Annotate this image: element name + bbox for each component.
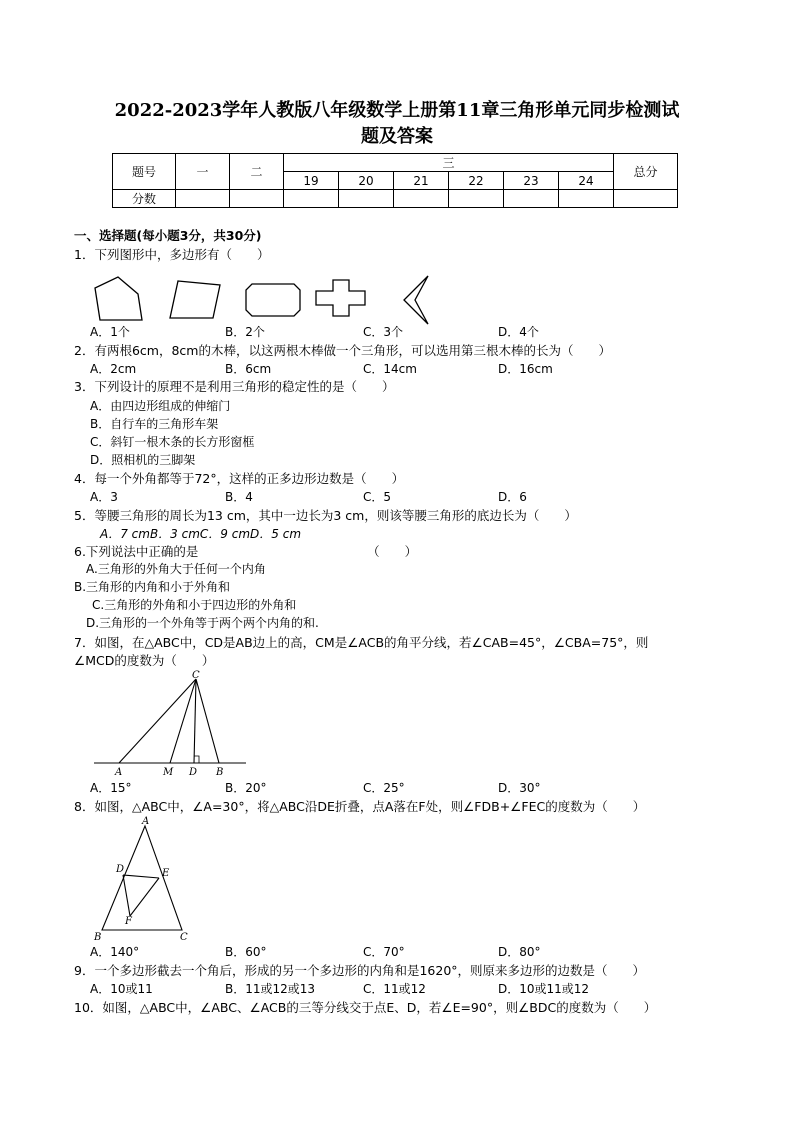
score-cell	[559, 190, 614, 208]
q6-option[interactable]: C.三角形的外角和小于四边形的外角和	[92, 598, 297, 612]
q2-option[interactable]: C．14cm	[363, 362, 417, 376]
score-cell	[176, 190, 230, 208]
section-heading: 一、选择题(每小题3分，共30分)	[74, 228, 262, 243]
score-cell	[230, 190, 284, 208]
score-cell	[614, 190, 678, 208]
question-9: 9．一个多边形截去一个角后，形成的另一个多边形的内角和是1620°，则原来多边形的边数是（ ）	[74, 963, 646, 978]
q2-option[interactable]: A．2cm	[90, 362, 137, 376]
question-5: 5．等腰三角形的周长为13 cm，其中一边长为3 cm，则该等腰三角形的底边长为（ ）	[74, 508, 577, 523]
q3-option[interactable]: B．自行车的三角形车架	[90, 417, 219, 431]
score-cell	[284, 190, 339, 208]
question-7-line2: ∠MCD的度数为（ ）	[74, 653, 215, 668]
q1-arrowhead-shape	[404, 276, 428, 324]
q8-option[interactable]: C．70°	[363, 945, 405, 959]
q6-option[interactable]: A.三角形的外角大于任何一个内角	[86, 562, 266, 576]
q4-option[interactable]: C．5	[363, 490, 392, 504]
q3-option[interactable]: D．照相机的三脚架	[90, 453, 196, 467]
score-table-col-three: 三	[284, 154, 614, 172]
question-1: 1．下列图形中，多边形有（ ）	[74, 247, 270, 262]
q3-option[interactable]: A．由四边形组成的伸缩门	[90, 399, 231, 413]
q9-option[interactable]: A．10或11	[90, 982, 153, 996]
q4-option[interactable]: D．6	[498, 490, 527, 504]
score-cell	[504, 190, 559, 208]
score-table-sub: 22	[449, 172, 504, 190]
question-2: 2．有两根6cm，8cm的木棒，以这两根木棒做一个三角形，可以选用第三根木棒的长为（ ）	[74, 343, 611, 358]
q6-option[interactable]: D.三角形的一个外角等于两个两个内角的和.	[86, 616, 319, 630]
q5-options[interactable]: A．7 cmB．3 cmC．9 cmD．5 cm	[100, 527, 302, 541]
q8-label-b: B	[94, 932, 102, 943]
score-table-sub: 19	[284, 172, 339, 190]
exam-title-line2: 题及答案	[361, 126, 433, 147]
question-10: 10．如图，△ABC中，∠ABC、∠ACB的三等分线交于点E、D，若∠E=90°，则∠BDC的度数为（ ）	[74, 1000, 657, 1015]
q8-fold-triangle-figure	[88, 814, 208, 944]
q1-open-pentagon-shape	[95, 277, 142, 320]
q9-option[interactable]: C．11或12	[363, 982, 426, 996]
q1-option[interactable]: A．1个	[90, 325, 130, 339]
q9-option[interactable]: D．10或11或12	[498, 982, 590, 996]
q7-option[interactable]: D．30°	[498, 781, 541, 795]
score-table-sub: 21	[394, 172, 449, 190]
q8-label-e: E	[162, 868, 170, 879]
question-8: 8．如图，△ABC中，∠A=30°，将△ABC沿DE折叠，点A落在F处，则∠FDB+∠FEC的度数为（ ）	[74, 799, 646, 814]
question-6: 6.下列说法中正确的是 （ ）	[74, 544, 418, 559]
score-table-header-label: 题号	[113, 154, 176, 190]
score-cell	[449, 190, 504, 208]
question-4: 4．每一个外角都等于72°，这样的正多边形边数是（ ）	[74, 471, 405, 486]
q2-option[interactable]: D．16cm	[498, 362, 553, 376]
q4-option[interactable]: B．4	[225, 490, 253, 504]
q1-option[interactable]: C．3个	[363, 325, 404, 339]
q8-label-d: D	[116, 864, 125, 875]
q4-option[interactable]: A．3	[90, 490, 118, 504]
exam-title-line1: 2022-2023学年人教版八年级数学上册第11章三角形单元同步检测试	[114, 100, 680, 121]
q7-label-m: M	[163, 767, 174, 778]
q7-label-c: C	[192, 670, 200, 681]
score-cell	[339, 190, 394, 208]
score-table-col-one: 一	[176, 154, 230, 190]
q9-option[interactable]: B．11或12或13	[225, 982, 316, 996]
q7-option[interactable]: B．20°	[225, 781, 267, 795]
q7-label-d: D	[189, 767, 198, 778]
q1-shapes-figure	[0, 268, 794, 328]
question-7-line1: 7．如图，在△ABC中，CD是AB边上的高，CM是∠ACB的角平分线，若∠CAB=45°，∠CBA=75°，则	[74, 635, 649, 650]
q6-option[interactable]: B.三角形的内角和小于外角和	[74, 580, 231, 594]
q1-octagon-shape	[246, 284, 300, 316]
q2-option[interactable]: B．6cm	[225, 362, 272, 376]
q8-label-c: C	[180, 932, 188, 943]
question-3: 3．下列设计的原理不是利用三角形的稳定性的是（ ）	[74, 379, 395, 394]
score-cell	[394, 190, 449, 208]
score-table	[112, 153, 678, 208]
q7-label-b: B	[216, 767, 224, 778]
score-table-row-label: 分数	[113, 190, 176, 208]
q3-option[interactable]: C．斜钉一根木条的长方形窗框	[90, 435, 255, 449]
q1-quadrilateral-shape	[170, 281, 220, 318]
q8-option[interactable]: B．60°	[225, 945, 267, 959]
q1-cross-shape	[316, 280, 365, 316]
score-table-sub: 23	[504, 172, 559, 190]
q7-option[interactable]: C．25°	[363, 781, 405, 795]
q1-option[interactable]: B．2个	[225, 325, 265, 339]
score-table-sub: 24	[559, 172, 614, 190]
q1-option[interactable]: D．4个	[498, 325, 539, 339]
q7-triangle-figure	[88, 666, 268, 778]
score-table-col-total: 总分	[614, 154, 678, 190]
q8-label-f: F	[125, 916, 132, 927]
score-table-col-two: 二	[230, 154, 284, 190]
q8-label-a: A	[142, 816, 150, 827]
q7-option[interactable]: A．15°	[90, 781, 132, 795]
score-table-sub: 20	[339, 172, 394, 190]
q8-option[interactable]: A．140°	[90, 945, 140, 959]
q7-label-a: A	[115, 767, 123, 778]
q8-option[interactable]: D．80°	[498, 945, 541, 959]
